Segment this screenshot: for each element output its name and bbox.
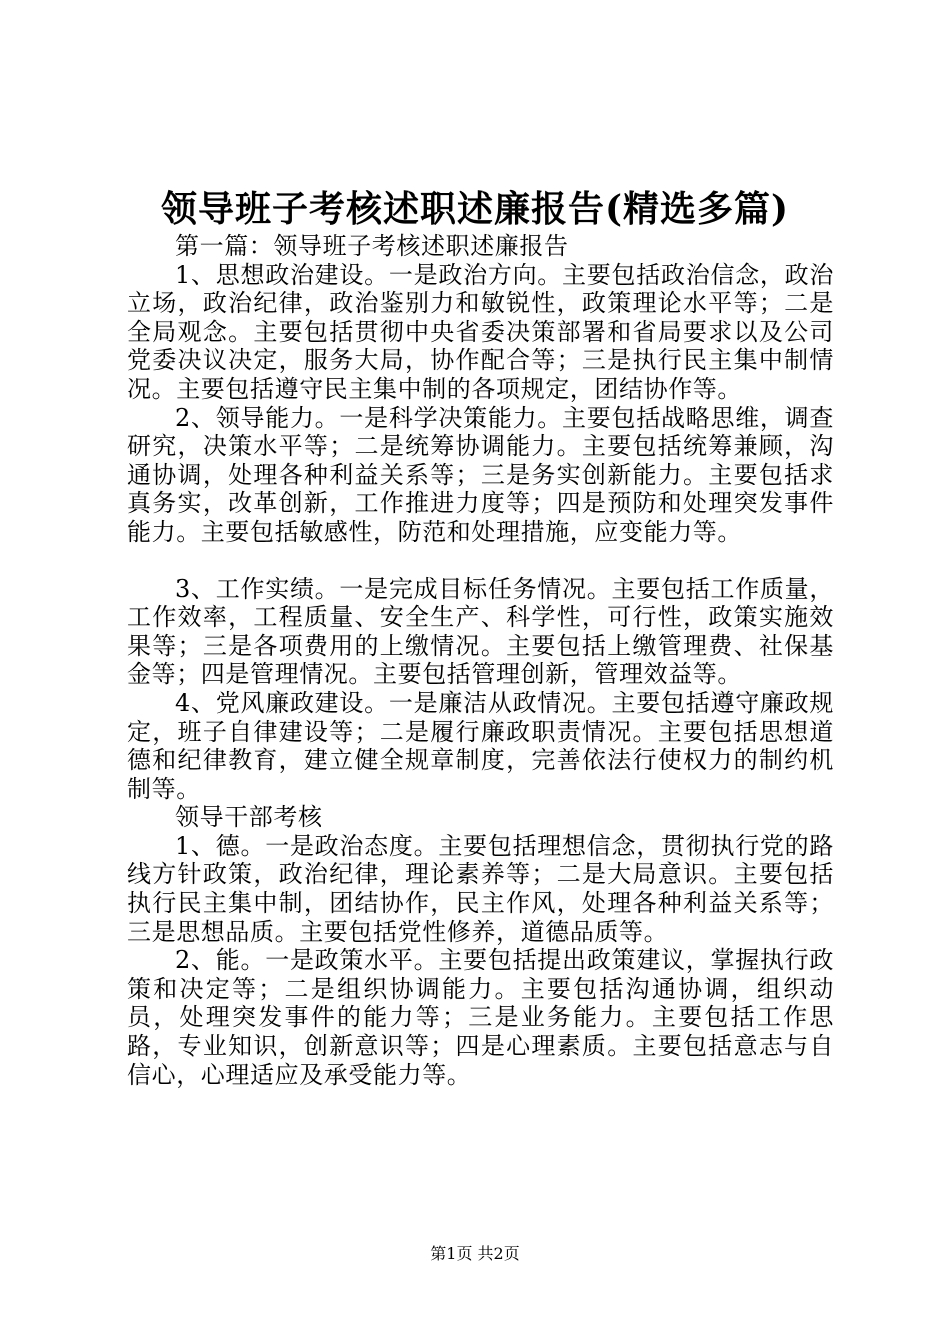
document-title: 领导班子考核述职述廉报告(精选多篇) [160, 188, 790, 230]
paragraph: 3、工作实绩。一是完成目标任务情况。主要包括工作质量，工作效率，工程质量、安全生产、科学性，可行性，政策实施效果等；三是各项费用的上缴情况。主要包括上缴管理费、社保基金等；四是管理情况。主要包括管理创新，管理效益等。 [127, 574, 834, 689]
paragraph: 2、能。一是政策水平。主要包括提出政策建议，掌握执行政策和决定等；二是组织协调能力。主要包括沟通协调，组织动员，处理突发事件的能力等；三是业务能力。主要包括工作思路，专业知识，创新意识等；四是心理素质。主要包括意志与自信心，心理适应及承受能力等。 [127, 946, 834, 1089]
document-body [127, 232, 834, 1089]
page-footer: 第1页 共2页 [430, 1244, 520, 1263]
paragraph: 1、思想政治建设。一是政治方向。主要包括政治信念，政治立场，政治纪律，政治鉴别力和敏锐性，政策理论水平等；二是全局观念。主要包括贯彻中央省委决策部署和省局要求以及公司党委决议决定，服务大局，协作配合等；三是执行民主集中制情况。主要包括遵守民主集中制的各项规定，团结协作等。 [127, 260, 834, 403]
section-heading: 第一篇：领导班子考核述职述廉报告 [175, 232, 569, 260]
paragraph: 4、党风廉政建设。一是廉洁从政情况。主要包括遵守廉政规定，班子自律建设等；二是履行廉政职责情况。主要包括思想道德和纪律教育，建立健全规章制度，完善依法行使权力的制约机制等。 [127, 688, 834, 803]
paragraph: 1、德。一是政治态度。主要包括理想信念，贯彻执行党的路线方针政策，政治纪律，理论素养等；二是大局意识。主要包括执行民主集中制，团结协作，民主作风，处理各种利益关系等；三是思想品质。主要包括党性修养，道德品质等。 [127, 831, 834, 946]
paragraph: 2、领导能力。一是科学决策能力。主要包括战略思维，调查研究，决策水平等；二是统筹协调能力。主要包括统筹兼顾，沟通协调，处理各种利益关系等；三是务实创新能力。主要包括求真务实，改革创新，工作推进力度等；四是预防和处理突发事件能力。主要包括敏感性，防范和处理措施，应变能力等。 [127, 403, 834, 546]
section-heading: 领导干部考核 [175, 803, 323, 832]
